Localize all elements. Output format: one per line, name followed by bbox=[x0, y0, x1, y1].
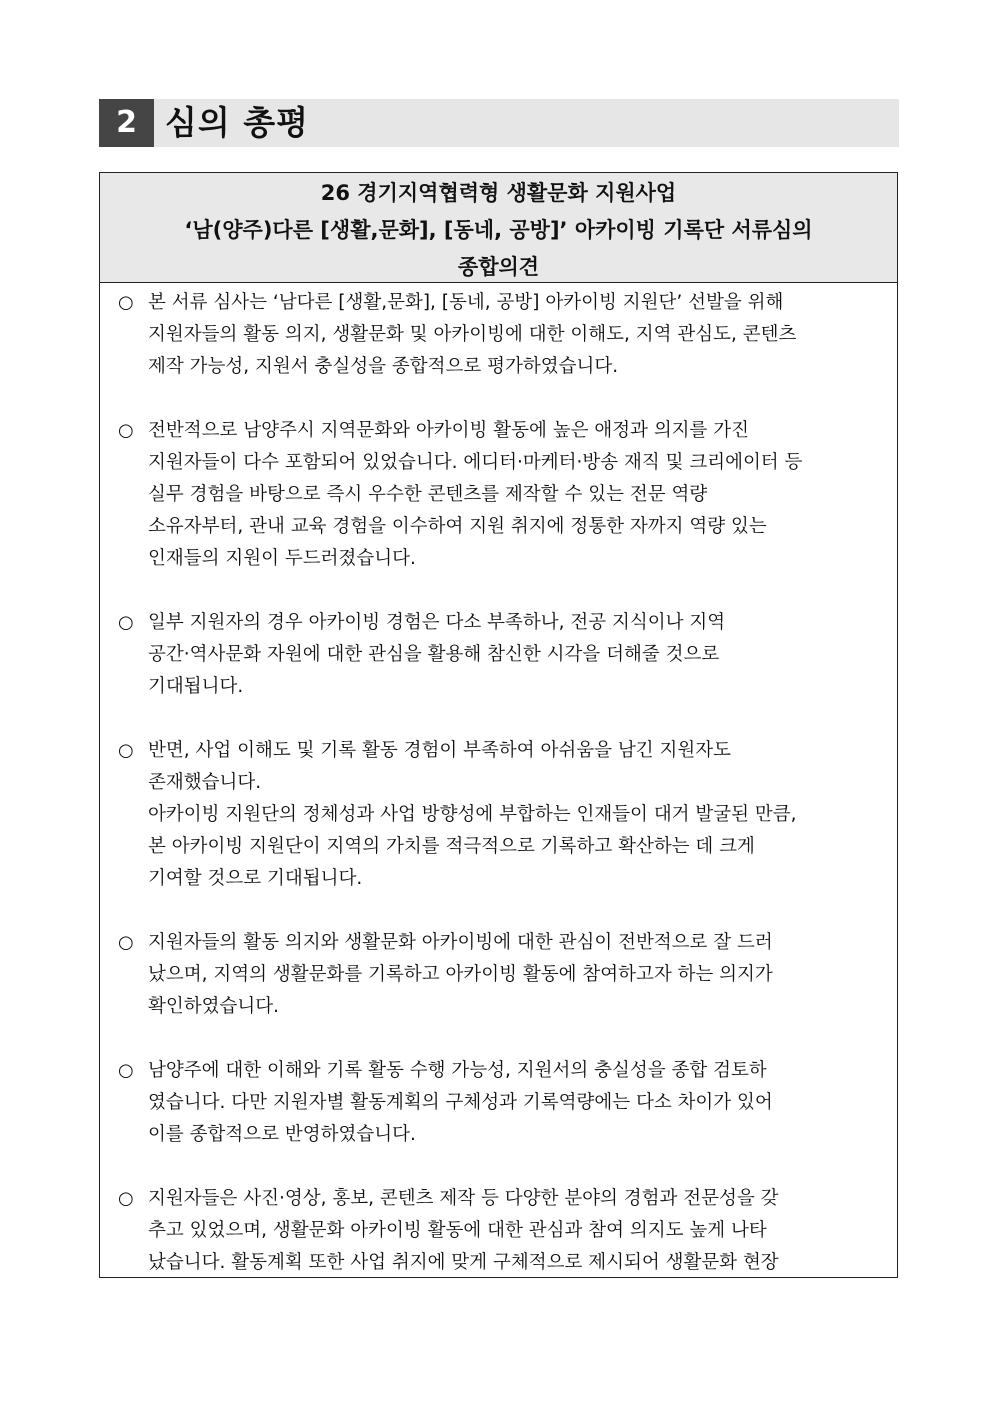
paragraph-line: 존재했습니다. bbox=[148, 772, 262, 793]
paragraph-line: 이를 종합적으로 반영하였습니다. bbox=[148, 1124, 416, 1145]
section-number: 2 bbox=[99, 99, 154, 147]
paragraph-line: 지원자들은 사진·영상, 홍보, 콘텐츠 제작 등 다양한 분야의 경험과 전문성을 갖 bbox=[148, 1188, 779, 1209]
opinion-paragraph bbox=[118, 415, 887, 575]
paragraph-line: 전반적으로 남양주시 지역문화와 아카이빙 활동에 높은 애정과 의지를 가진 bbox=[148, 420, 750, 441]
paragraph-line: 났습니다. 활동계획 또한 사업 취지에 맞게 구체적으로 제시되어 생활문화 현장 bbox=[148, 1252, 779, 1273]
paragraph-line: 였습니다. 다만 지원자별 활동계획의 구체성과 기록역량에는 다소 차이가 있어 bbox=[148, 1092, 773, 1113]
paragraph-line: 제작 가능성, 지원서 충실성을 종합적으로 평가하였습니다. bbox=[148, 356, 619, 377]
paragraph-line: 소유자부터, 관내 교육 경험을 이수하여 지원 취지에 정통한 자까지 역량 있는 bbox=[148, 516, 767, 537]
section-title: 심의 총평 bbox=[165, 103, 310, 142]
opinion-paragraph bbox=[118, 927, 887, 1023]
box-title bbox=[100, 173, 897, 283]
paragraph-line: 기대됩니다. bbox=[148, 676, 244, 697]
paragraph-line: 일부 지원자의 경우 아카이빙 경험은 다소 부족하나, 전공 지식이나 지역 bbox=[148, 612, 726, 633]
opinion-paragraph bbox=[118, 735, 887, 895]
paragraph-line: 확인하였습니다. bbox=[148, 996, 279, 1017]
section-header bbox=[99, 99, 899, 147]
box-title-line: 종합의견 bbox=[457, 255, 540, 279]
circle-bullet-icon: ○ bbox=[118, 740, 134, 761]
paragraph-line: 본 아카이빙 지원단이 지역의 가치를 적극적으로 기록하고 확산하는 데 크게 bbox=[148, 836, 755, 857]
opinion-paragraph bbox=[118, 1183, 887, 1278]
paragraph-line: 추고 있었으며, 생활문화 아카이빙 활동에 대한 관심과 참여 의지도 높게 나타 bbox=[148, 1220, 767, 1241]
paragraph-line: 남양주에 대한 이해와 기록 활동 수행 가능성, 지원서의 충실성을 종합 검토하 bbox=[148, 1060, 767, 1081]
paragraph-line: 공간·역사문화 자원에 대한 관심을 활용해 참신한 시각을 더해줄 것으로 bbox=[148, 644, 720, 665]
paragraph-line: 기여할 것으로 기대됩니다. bbox=[148, 868, 363, 889]
box-title-line: 26 경기지역협력형 생활문화 지원사업 bbox=[320, 181, 677, 205]
paragraph-line: 아카이빙 지원단의 정체성과 사업 방향성에 부합하는 인재들이 대거 발굴된 만큼, bbox=[148, 804, 797, 825]
circle-bullet-icon: ○ bbox=[118, 932, 134, 953]
paragraph-line: 본 서류 심사는 ‘남다른 [생활,문화], [동네, 공방] 아카이빙 지원단’ 선발을 위해 bbox=[148, 292, 784, 313]
opinion-paragraph bbox=[118, 607, 887, 703]
opinion-paragraph bbox=[118, 1055, 887, 1151]
box-title-line: ‘남(양주)다른 [생활,문화], [동네, 공방]’ 아카이빙 기록단 서류심의 bbox=[184, 218, 813, 242]
circle-bullet-icon: ○ bbox=[118, 1188, 134, 1209]
circle-bullet-icon: ○ bbox=[118, 612, 134, 633]
paragraph-line: 인재들의 지원이 두드러졌습니다. bbox=[148, 548, 416, 569]
paragraph-line: 지원자들의 활동 의지와 생활문화 아카이빙에 대한 관심이 전반적으로 잘 드러 bbox=[148, 932, 773, 953]
circle-bullet-icon: ○ bbox=[118, 1060, 134, 1081]
paragraph-line: 반면, 사업 이해도 및 기록 활동 경험이 부족하여 아쉬움을 남긴 지원자도 bbox=[148, 740, 731, 761]
paragraph-line: 지원자들이 다수 포함되어 있었습니다. 에디터·마케터·방송 재직 및 크리에이터 등 bbox=[148, 452, 803, 473]
paragraph-line: 지원자들의 활동 의지, 생활문화 및 아카이빙에 대한 이해도, 지역 관심도, 콘텐츠 bbox=[148, 324, 797, 345]
circle-bullet-icon: ○ bbox=[118, 292, 134, 313]
paragraph-line: 났으며, 지역의 생활문화를 기록하고 아카이빙 활동에 참여하고자 하는 의지가 bbox=[148, 964, 773, 985]
opinion-paragraph bbox=[118, 287, 887, 383]
paragraph-line: 실무 경험을 바탕으로 즉시 우수한 콘텐츠를 제작할 수 있는 전문 역량 bbox=[148, 484, 708, 505]
review-summary-box bbox=[99, 172, 898, 1278]
opinion-list bbox=[100, 283, 897, 1278]
circle-bullet-icon: ○ bbox=[118, 420, 134, 441]
